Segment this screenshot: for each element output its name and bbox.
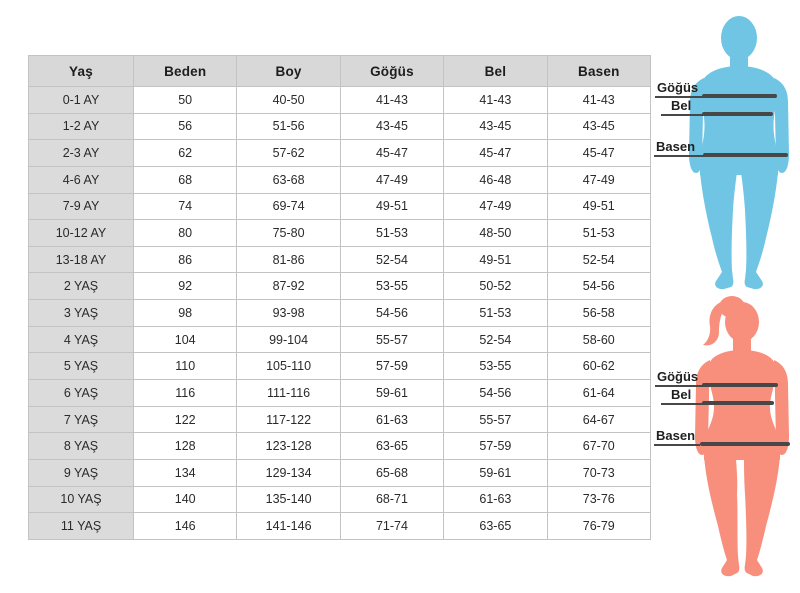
table-cell: 63-65: [340, 433, 443, 460]
girl-chest-label: Göğüs: [657, 369, 699, 384]
table-cell: 56: [134, 113, 237, 140]
table-row: [29, 513, 651, 540]
table-cell: 59-61: [340, 380, 443, 407]
column-header-beden: Beden: [134, 56, 237, 87]
table-cell: 67-70: [547, 433, 650, 460]
table-cell: 68-71: [340, 486, 443, 513]
table-row: [29, 113, 651, 140]
table-cell: 45-47: [340, 140, 443, 167]
table-cell: 98: [134, 300, 237, 327]
table-cell: 54-56: [340, 300, 443, 327]
table-cell: 71-74: [340, 513, 443, 540]
table-cell: 57-62: [237, 140, 340, 167]
column-header-boy: Boy: [237, 56, 340, 87]
table-row: [29, 326, 651, 353]
boy-waist-line: [702, 112, 773, 116]
table-row: [29, 220, 651, 247]
column-header-yas: Yaş: [29, 56, 134, 87]
table-cell: 45-47: [547, 140, 650, 167]
boy-hip-leader-line: [654, 155, 706, 157]
table-cell: 50: [134, 87, 237, 114]
table-cell: 54-56: [444, 380, 547, 407]
table-cell: 129-134: [237, 459, 340, 486]
table-row: [29, 406, 651, 433]
girl-hip-label: Basen: [656, 428, 696, 443]
table-cell: 49-51: [444, 246, 547, 273]
table-cell: 61-63: [444, 486, 547, 513]
table-cell: 64-67: [547, 406, 650, 433]
table-cell: 117-122: [237, 406, 340, 433]
table-cell: 73-76: [547, 486, 650, 513]
table-cell: 47-49: [340, 166, 443, 193]
table-cell: 48-50: [444, 220, 547, 247]
table-cell: 58-60: [547, 326, 650, 353]
table-header: [29, 56, 651, 87]
girl-chest-line: [702, 383, 778, 387]
table-row: [29, 273, 651, 300]
girl-hip-line: [700, 442, 790, 446]
table-cell: 75-80: [237, 220, 340, 247]
table-row: [29, 486, 651, 513]
table-cell: 52-54: [340, 246, 443, 273]
table-cell: 49-51: [340, 193, 443, 220]
row-age-cell: 2-3 AY: [29, 140, 134, 167]
table-cell: 65-68: [340, 459, 443, 486]
row-age-cell: 11 YAŞ: [29, 513, 134, 540]
table-cell: 74: [134, 193, 237, 220]
boy-waist-leader-line: [661, 114, 704, 116]
table-cell: 69-74: [237, 193, 340, 220]
table-cell: 61-64: [547, 380, 650, 407]
girl-waist-label: Bel: [671, 387, 692, 402]
table-cell: 52-54: [547, 246, 650, 273]
table-cell: 41-43: [340, 87, 443, 114]
boy-waist-label: Bel: [671, 98, 692, 113]
table-cell: 47-49: [547, 166, 650, 193]
table-cell: 56-58: [547, 300, 650, 327]
girl-silhouette: [685, 294, 795, 586]
table-cell: 105-110: [237, 353, 340, 380]
table-cell: 53-55: [340, 273, 443, 300]
table-cell: 45-47: [444, 140, 547, 167]
row-age-cell: 10 YAŞ: [29, 486, 134, 513]
column-header-bel: Bel: [444, 56, 547, 87]
table-cell: 61-63: [340, 406, 443, 433]
table-cell: 55-57: [444, 406, 547, 433]
row-age-cell: 4 YAŞ: [29, 326, 134, 353]
table-row: [29, 87, 651, 114]
table-cell: 53-55: [444, 353, 547, 380]
row-age-cell: 1-2 AY: [29, 113, 134, 140]
table-cell: 93-98: [237, 300, 340, 327]
table-body: [29, 87, 651, 540]
table-cell: 128: [134, 433, 237, 460]
table-cell: 57-59: [340, 353, 443, 380]
row-age-cell: 7-9 AY: [29, 193, 134, 220]
table-cell: 51-56: [237, 113, 340, 140]
column-header-basen: Basen: [547, 56, 650, 87]
table-cell: 63-68: [237, 166, 340, 193]
table-cell: 57-59: [444, 433, 547, 460]
table-cell: 104: [134, 326, 237, 353]
row-age-cell: 2 YAŞ: [29, 273, 134, 300]
row-age-cell: 6 YAŞ: [29, 380, 134, 407]
table-row: [29, 193, 651, 220]
table-cell: 99-104: [237, 326, 340, 353]
girl-hip-leader-line: [654, 444, 700, 446]
table-cell: 80: [134, 220, 237, 247]
table-row: [29, 246, 651, 273]
table-cell: 60-62: [547, 353, 650, 380]
table-row: [29, 166, 651, 193]
table-cell: 51-53: [444, 300, 547, 327]
table-cell: 63-65: [444, 513, 547, 540]
table-cell: 43-45: [547, 113, 650, 140]
table-cell: 140: [134, 486, 237, 513]
table-row: [29, 140, 651, 167]
table-cell: 40-50: [237, 87, 340, 114]
table-cell: 49-51: [547, 193, 650, 220]
table-cell: 41-43: [547, 87, 650, 114]
table-cell: 54-56: [547, 273, 650, 300]
table-cell: 76-79: [547, 513, 650, 540]
table-cell: 41-43: [444, 87, 547, 114]
table-cell: 135-140: [237, 486, 340, 513]
table-cell: 86: [134, 246, 237, 273]
table-cell: 92: [134, 273, 237, 300]
table-cell: 81-86: [237, 246, 340, 273]
table-cell: 146: [134, 513, 237, 540]
table-cell: 50-52: [444, 273, 547, 300]
boy-chest-label: Göğüs: [657, 80, 699, 95]
table-cell: 116: [134, 380, 237, 407]
table-cell: 43-45: [444, 113, 547, 140]
column-header-gogus: Göğüs: [340, 56, 443, 87]
table-row: [29, 380, 651, 407]
row-age-cell: 9 YAŞ: [29, 459, 134, 486]
boy-chest-line: [702, 94, 777, 98]
table-cell: 68: [134, 166, 237, 193]
row-age-cell: 10-12 AY: [29, 220, 134, 247]
girl-waist-line: [702, 401, 774, 405]
row-age-cell: 8 YAŞ: [29, 433, 134, 460]
table-cell: 122: [134, 406, 237, 433]
table-cell: 134: [134, 459, 237, 486]
row-age-cell: 4-6 AY: [29, 166, 134, 193]
table-cell: 70-73: [547, 459, 650, 486]
size-chart-table: [28, 55, 651, 540]
table-cell: 141-146: [237, 513, 340, 540]
row-age-cell: 5 YAŞ: [29, 353, 134, 380]
table-cell: 59-61: [444, 459, 547, 486]
size-chart-table-container: [28, 55, 651, 540]
table-cell: 87-92: [237, 273, 340, 300]
table-cell: 111-116: [237, 380, 340, 407]
header-row: [29, 56, 651, 87]
row-age-cell: 13-18 AY: [29, 246, 134, 273]
row-age-cell: 7 YAŞ: [29, 406, 134, 433]
row-age-cell: 3 YAŞ: [29, 300, 134, 327]
table-cell: 123-128: [237, 433, 340, 460]
table-cell: 51-53: [547, 220, 650, 247]
table-row: [29, 433, 651, 460]
table-cell: 47-49: [444, 193, 547, 220]
table-row: [29, 353, 651, 380]
row-age-cell: 0-1 AY: [29, 87, 134, 114]
boy-hip-label: Basen: [656, 139, 696, 154]
table-row: [29, 459, 651, 486]
table-cell: 46-48: [444, 166, 547, 193]
table-cell: 55-57: [340, 326, 443, 353]
table-row: [29, 300, 651, 327]
table-cell: 110: [134, 353, 237, 380]
table-cell: 51-53: [340, 220, 443, 247]
table-cell: 62: [134, 140, 237, 167]
table-cell: 52-54: [444, 326, 547, 353]
table-cell: 43-45: [340, 113, 443, 140]
boy-hip-line: [703, 153, 788, 157]
girl-waist-leader-line: [661, 403, 704, 405]
